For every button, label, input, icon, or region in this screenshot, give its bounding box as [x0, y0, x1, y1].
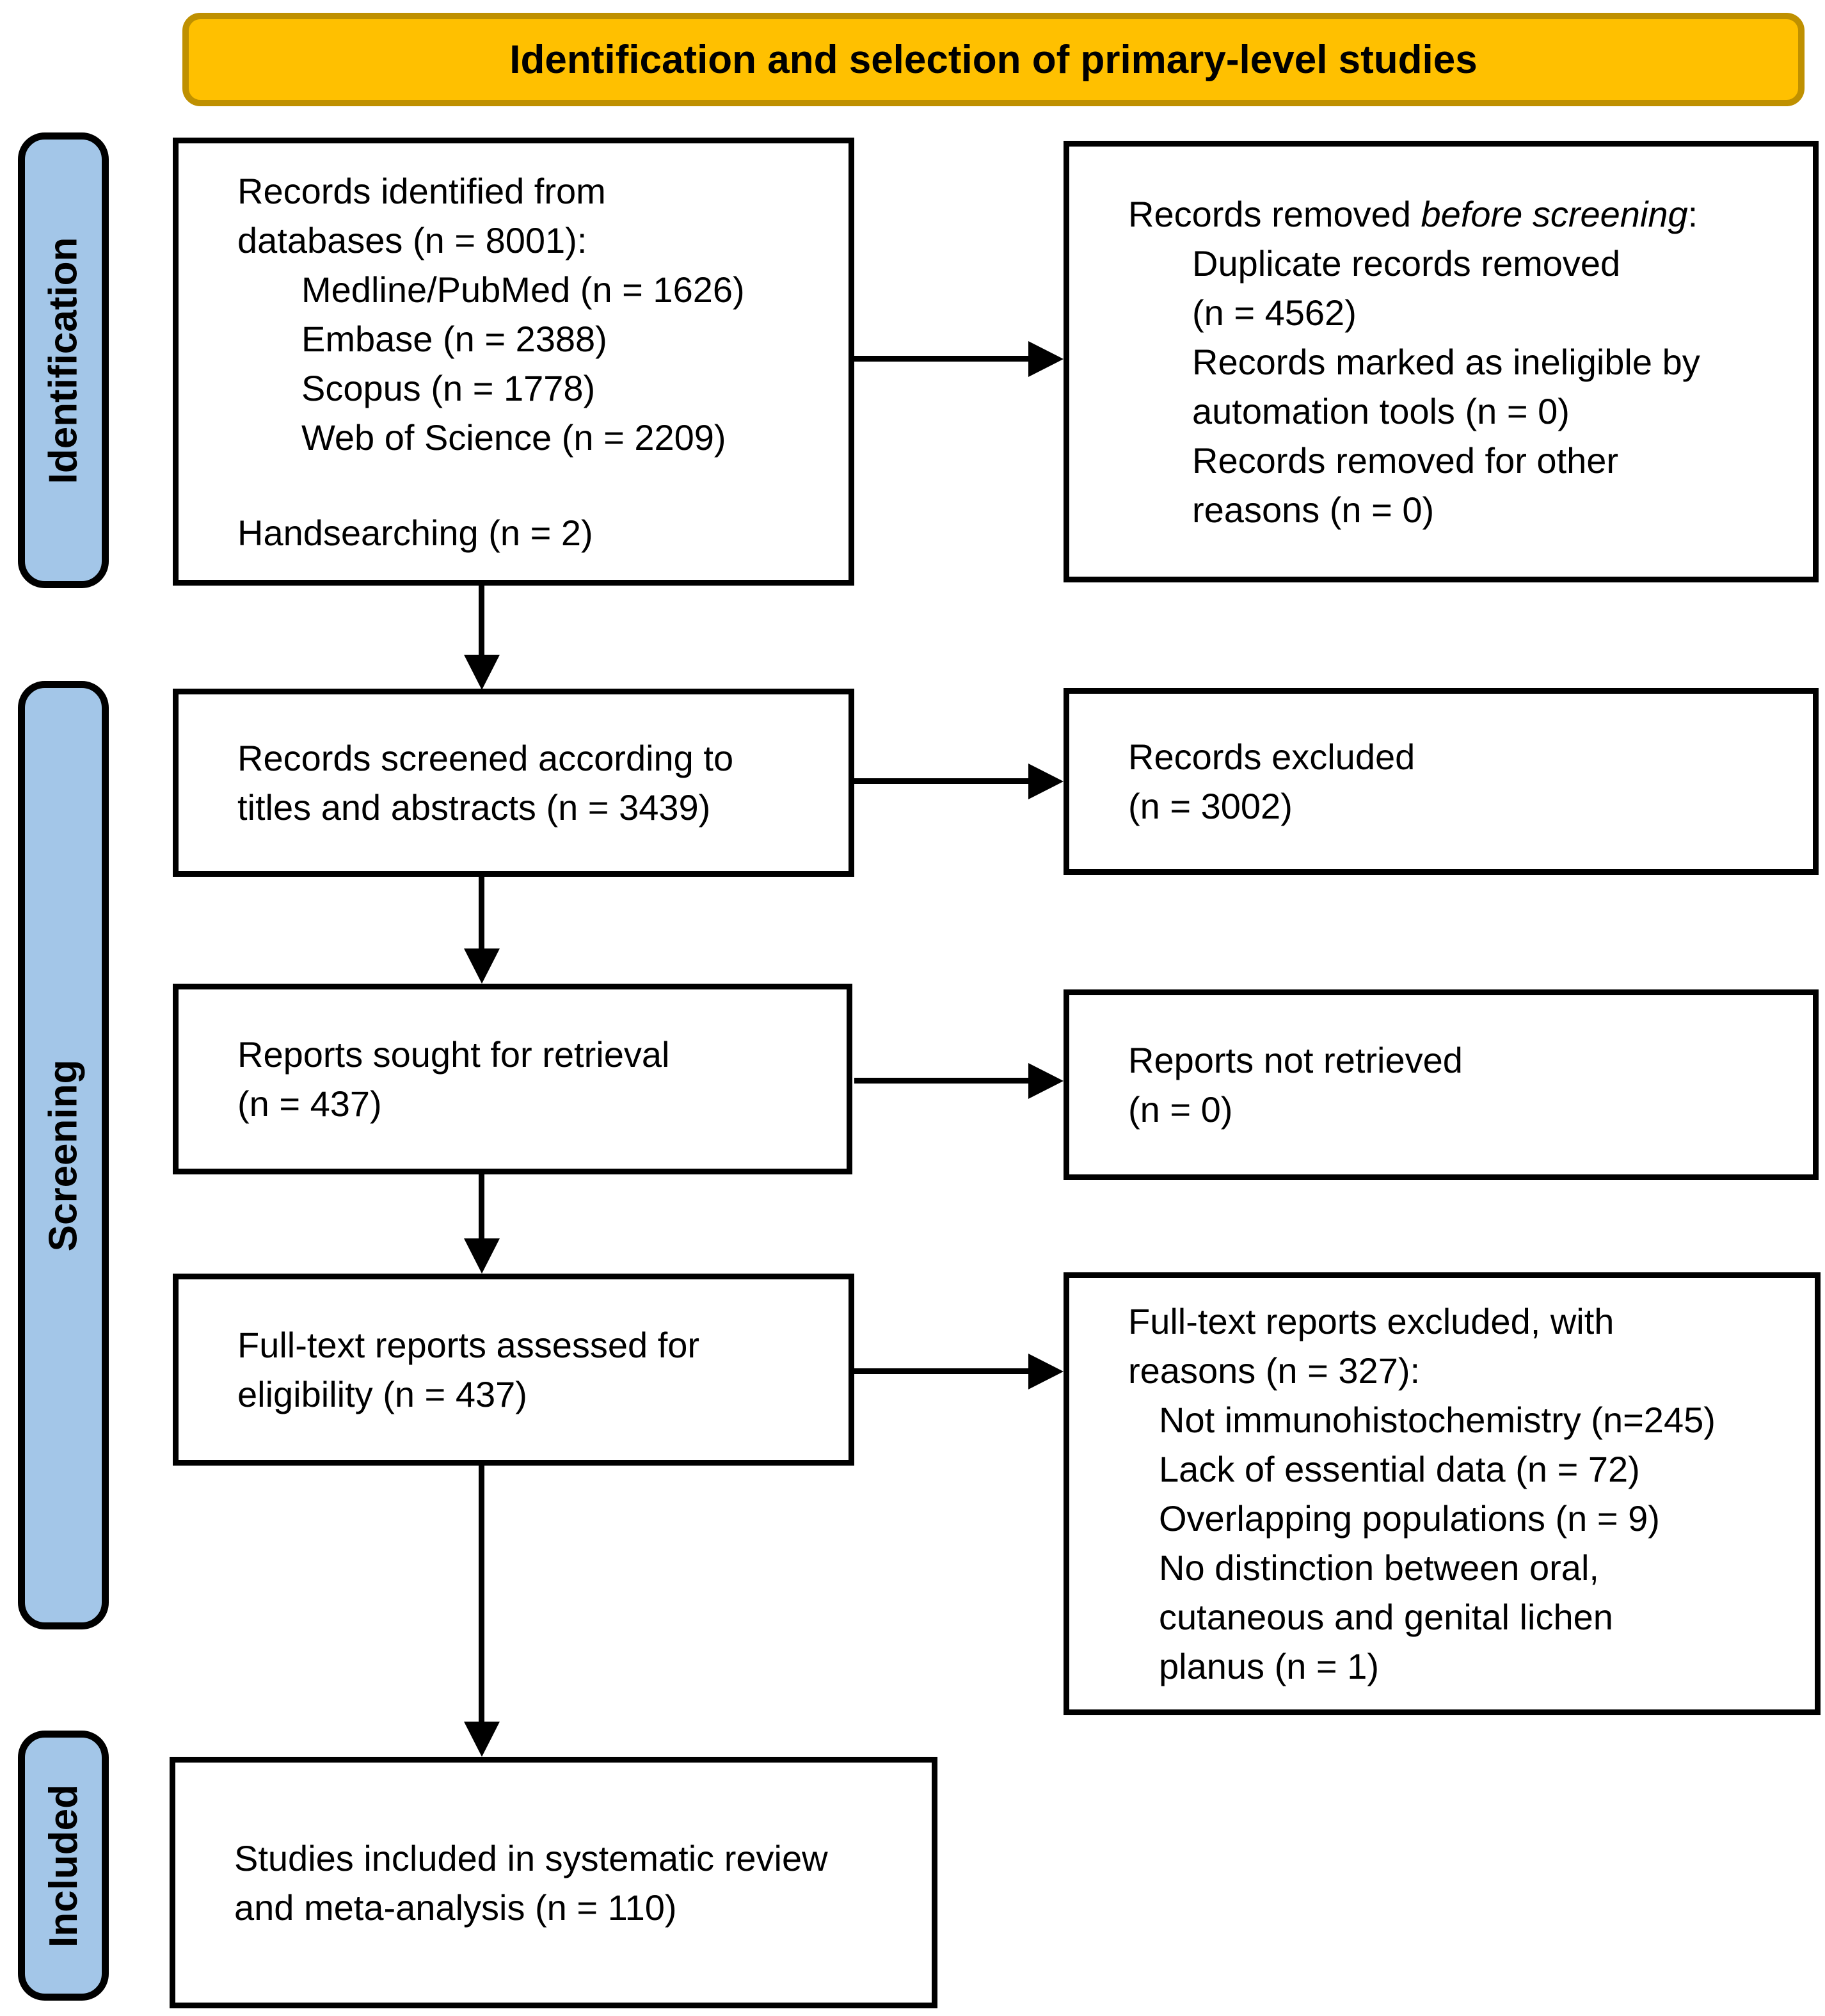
- text-line: and meta-analysis (n = 110): [234, 1887, 677, 1928]
- arrow-down-1-head: [464, 655, 500, 690]
- text-line: Web of Science (n = 2209): [301, 417, 726, 458]
- stage-identification: [18, 132, 109, 588]
- box-fulltext-excluded: [1064, 1272, 1821, 1715]
- box-records-removed: [1064, 141, 1819, 582]
- box-reports-not-retrieved: [1064, 989, 1819, 1180]
- text-line: Lack of essential data (n = 72): [1159, 1449, 1640, 1489]
- text-line: Reports sought for retrieval: [237, 1034, 670, 1075]
- box-records-identified: [173, 138, 854, 586]
- arrow-right-4-line: [854, 1368, 1032, 1374]
- box-fulltext-assessed: [173, 1274, 854, 1466]
- text-line: Full-text reports excluded, with: [1128, 1301, 1614, 1341]
- arrow-down-2-line: [479, 877, 484, 950]
- text-line: Studies included in systematic review: [234, 1837, 828, 1878]
- text-line: Records marked as ineligible by: [1192, 341, 1700, 382]
- arrow-down-2-head: [464, 948, 500, 984]
- stage-included-label: Included: [41, 1784, 86, 1948]
- text-line: databases (n = 8001):: [237, 220, 587, 260]
- text-line: [179, 462, 836, 508]
- arrow-right-2-line: [854, 778, 1032, 784]
- text-line: (n = 437): [237, 1084, 382, 1124]
- text-line: automation tools (n = 0): [1192, 390, 1570, 431]
- text-line: Medline/PubMed (n = 1626): [301, 269, 745, 310]
- box-reports-sought: [173, 984, 852, 1174]
- arrow-right-2-head: [1028, 764, 1064, 799]
- text-line: Embase (n = 2388): [301, 318, 607, 359]
- arrow-right-1-head: [1028, 341, 1064, 377]
- text-line: Reports not retrieved: [1128, 1040, 1463, 1080]
- text-line: Duplicate records removed: [1192, 243, 1621, 284]
- text-line: No distinction between oral,: [1159, 1548, 1599, 1588]
- arrow-down-4-head: [464, 1722, 500, 1757]
- text-line: reasons (n = 327):: [1128, 1350, 1421, 1391]
- arrow-down-3-line: [479, 1174, 484, 1240]
- stage-identification-label: Identification: [41, 237, 86, 484]
- text-line: Records removed for other: [1192, 440, 1619, 481]
- arrow-right-3-head: [1028, 1063, 1064, 1099]
- text-line: reasons (n = 0): [1192, 489, 1435, 530]
- stage-screening: [18, 681, 109, 1629]
- text-line: Full-text reports assessed for: [237, 1325, 700, 1365]
- text-line: Overlapping populations (n = 9): [1159, 1498, 1660, 1539]
- arrow-down-3-head: [464, 1238, 500, 1274]
- box-records-excluded: [1064, 688, 1819, 875]
- text-line: (n = 4562): [1192, 292, 1357, 333]
- arrow-right-1-line: [854, 356, 1032, 362]
- box-studies-included: [170, 1757, 937, 2008]
- text-line: Records removed before screening:: [1128, 193, 1698, 234]
- stage-screening-label: Screening: [41, 1059, 86, 1251]
- text-line: (n = 3002): [1128, 786, 1293, 826]
- text-line: planus (n = 1): [1159, 1646, 1379, 1686]
- text-line: cutaneous and genital lichen: [1159, 1597, 1613, 1637]
- diagram-title: Identification and selection of primary-level studies: [509, 37, 1478, 82]
- text-line: Scopus (n = 1778): [301, 367, 596, 408]
- arrow-down-4-line: [479, 1466, 484, 1724]
- text-line: Records screened according to: [237, 738, 734, 778]
- arrow-down-1-line: [479, 586, 484, 657]
- header-banner: [182, 13, 1805, 106]
- text-line: titles and abstracts (n = 3439): [237, 787, 711, 828]
- stage-included: [18, 1731, 109, 2001]
- box-records-screened: [173, 689, 854, 877]
- arrow-right-3-line: [854, 1078, 1032, 1084]
- text-line: Handsearching (n = 2): [237, 512, 593, 553]
- text-line: (n = 0): [1128, 1089, 1233, 1130]
- text-line: Not immunohistochemistry (n=245): [1159, 1400, 1716, 1440]
- text-line: Records excluded: [1128, 737, 1415, 777]
- text-line: Records identified from: [237, 170, 606, 211]
- arrow-right-4-head: [1028, 1354, 1064, 1389]
- text-line: eligibility (n = 437): [237, 1374, 527, 1414]
